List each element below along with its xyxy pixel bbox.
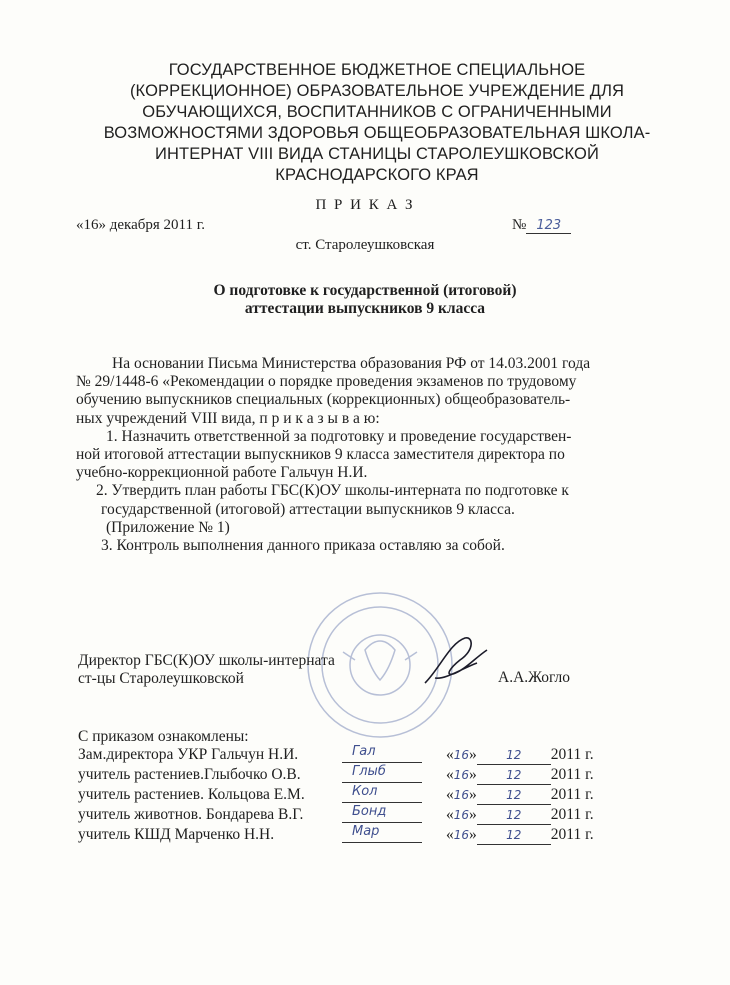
director-title xyxy=(78,652,335,688)
ack-month: 12 xyxy=(506,768,522,782)
ack-day: 16 xyxy=(453,808,470,822)
org-line: ОБУЧАЮЩИХСЯ, ВОСПИТАННИКОВ С ОГРАНИЧЕННЫМИ xyxy=(142,103,612,121)
body-line: ной итоговой аттестации выпускников 9 класса заместителя директора по xyxy=(76,446,565,464)
acknowledgement-title: С приказом ознакомлены: xyxy=(78,728,249,745)
ack-year: 2011 г. xyxy=(550,786,594,803)
director-signature xyxy=(415,628,495,698)
employee-name: Зам.директора УКР Гальчун Н.И. xyxy=(78,746,299,763)
ack-day: 16 xyxy=(453,828,470,842)
signature-scribble: Кол xyxy=(352,784,378,799)
ack-year: 2011 г. xyxy=(550,746,594,763)
acknowledgement-row xyxy=(78,766,638,786)
employee-signature xyxy=(342,806,422,823)
number-value: 123 xyxy=(526,218,571,234)
acknowledgement-row xyxy=(78,786,638,806)
body-line: обучению выпускников специальных (коррекционных) общеобразователь- xyxy=(76,391,571,409)
employee-signature xyxy=(342,826,422,843)
order-date: «16» декабря 2011 г. xyxy=(76,217,205,233)
ack-day: 16 xyxy=(453,788,470,802)
employee-signature xyxy=(342,786,422,803)
employee-signature xyxy=(342,766,422,783)
body-line: государственной (итоговой) аттестации выпускников 9 класса. xyxy=(101,500,515,518)
employee-name: учитель растениев. Кольцова Е.М. xyxy=(78,786,305,803)
ack-month: 12 xyxy=(506,748,522,762)
body-line: учебно-коррекционной работе Гальчун Н.И. xyxy=(76,464,368,482)
employee-name: учитель растениев.Глыбочко О.В. xyxy=(78,766,301,783)
ack-month: 12 xyxy=(506,828,522,842)
organization-header xyxy=(82,60,672,186)
ack-date: «16» 12 2011 г. xyxy=(446,806,594,823)
employee-signature xyxy=(342,746,422,763)
order-place: ст. Старолеушковская xyxy=(295,237,435,253)
document-type: П Р И К А З xyxy=(315,197,415,213)
ack-date: «16» 12 2011 г. xyxy=(446,826,594,843)
body-line: 3. Контроль выполнения данного приказа оставляю за собой. xyxy=(101,537,505,555)
acknowledgement-row xyxy=(78,746,638,766)
ack-year: 2011 г. xyxy=(550,766,594,783)
employee-name: учитель КШД Марченко Н.Н. xyxy=(78,826,275,843)
ack-day: 16 xyxy=(453,768,470,782)
number-label: № xyxy=(512,217,527,233)
ack-date: «16» 12 2011 г. xyxy=(446,746,594,763)
ack-date: «16» 12 2011 г. xyxy=(446,786,594,803)
employee-name: учитель животнов. Бондарева В.Г. xyxy=(78,806,304,823)
org-line: ИНТЕРНАТ VIII ВИДА СТАНИЦЫ СТАРОЛЕУШКОВСКОЙ xyxy=(155,145,599,163)
order-subject xyxy=(0,282,730,318)
acknowledgement-row xyxy=(78,826,638,846)
acknowledgement-row xyxy=(78,806,638,826)
body-line: ных учреждений VIII вида, п р и к а з ы в а ю: xyxy=(76,409,380,427)
signature-scribble: Бонд xyxy=(352,804,387,819)
ack-year: 2011 г. xyxy=(550,806,594,823)
subject-line: аттестации выпускников 9 класса xyxy=(244,300,486,317)
body-line: На основании Письма Министерства образования РФ от 14.03.2001 года xyxy=(112,355,591,372)
body-line: 2. Утвердить план работы ГБС(К)ОУ школы-интерната по подготовке к xyxy=(96,482,569,500)
org-line: ГОСУДАРСТВЕННОЕ БЮДЖЕТНОЕ СПЕЦИАЛЬНОЕ xyxy=(168,61,586,79)
order-number xyxy=(512,217,571,234)
signature-scribble: Глыб xyxy=(352,764,386,779)
body-line: (Приложение № 1) xyxy=(106,518,230,536)
acknowledgement-list xyxy=(78,746,638,846)
ack-year: 2011 г. xyxy=(550,826,594,843)
body-line: 1. Назначить ответственной за подготовку и проведение государствен- xyxy=(106,427,572,445)
org-line: ВОЗМОЖНОСТЯМИ ЗДОРОВЬЯ ОБЩЕОБРАЗОВАТЕЛЬНАЯ ШКОЛА- xyxy=(103,124,651,142)
ack-day: 16 xyxy=(453,748,470,762)
ack-month: 12 xyxy=(506,788,522,802)
subject-line: О подготовке к государственной (итоговой) xyxy=(213,282,517,299)
director-title-line: Директор ГБС(К)ОУ школы-интерната xyxy=(78,652,335,669)
body-line: № 29/1448-6 «Рекомендации о порядке проведения экзаменов по трудовому xyxy=(76,373,577,391)
org-line: (КОРРЕКЦИОННОЕ) ОБРАЗОВАТЕЛЬНОЕ УЧРЕЖДЕНИЕ ДЛЯ xyxy=(129,82,625,100)
director-name: А.А.Жогло xyxy=(498,669,571,686)
signature-scribble: Гал xyxy=(352,744,376,759)
ack-date: «16» 12 2011 г. xyxy=(446,766,594,783)
director-title-line: ст-цы Старолеушковской xyxy=(78,670,244,687)
signature-scribble: Мар xyxy=(352,824,380,839)
org-line: КРАСНОДАРСКОГО КРАЯ xyxy=(275,166,479,184)
ack-month: 12 xyxy=(506,808,522,822)
order-body xyxy=(76,355,636,555)
